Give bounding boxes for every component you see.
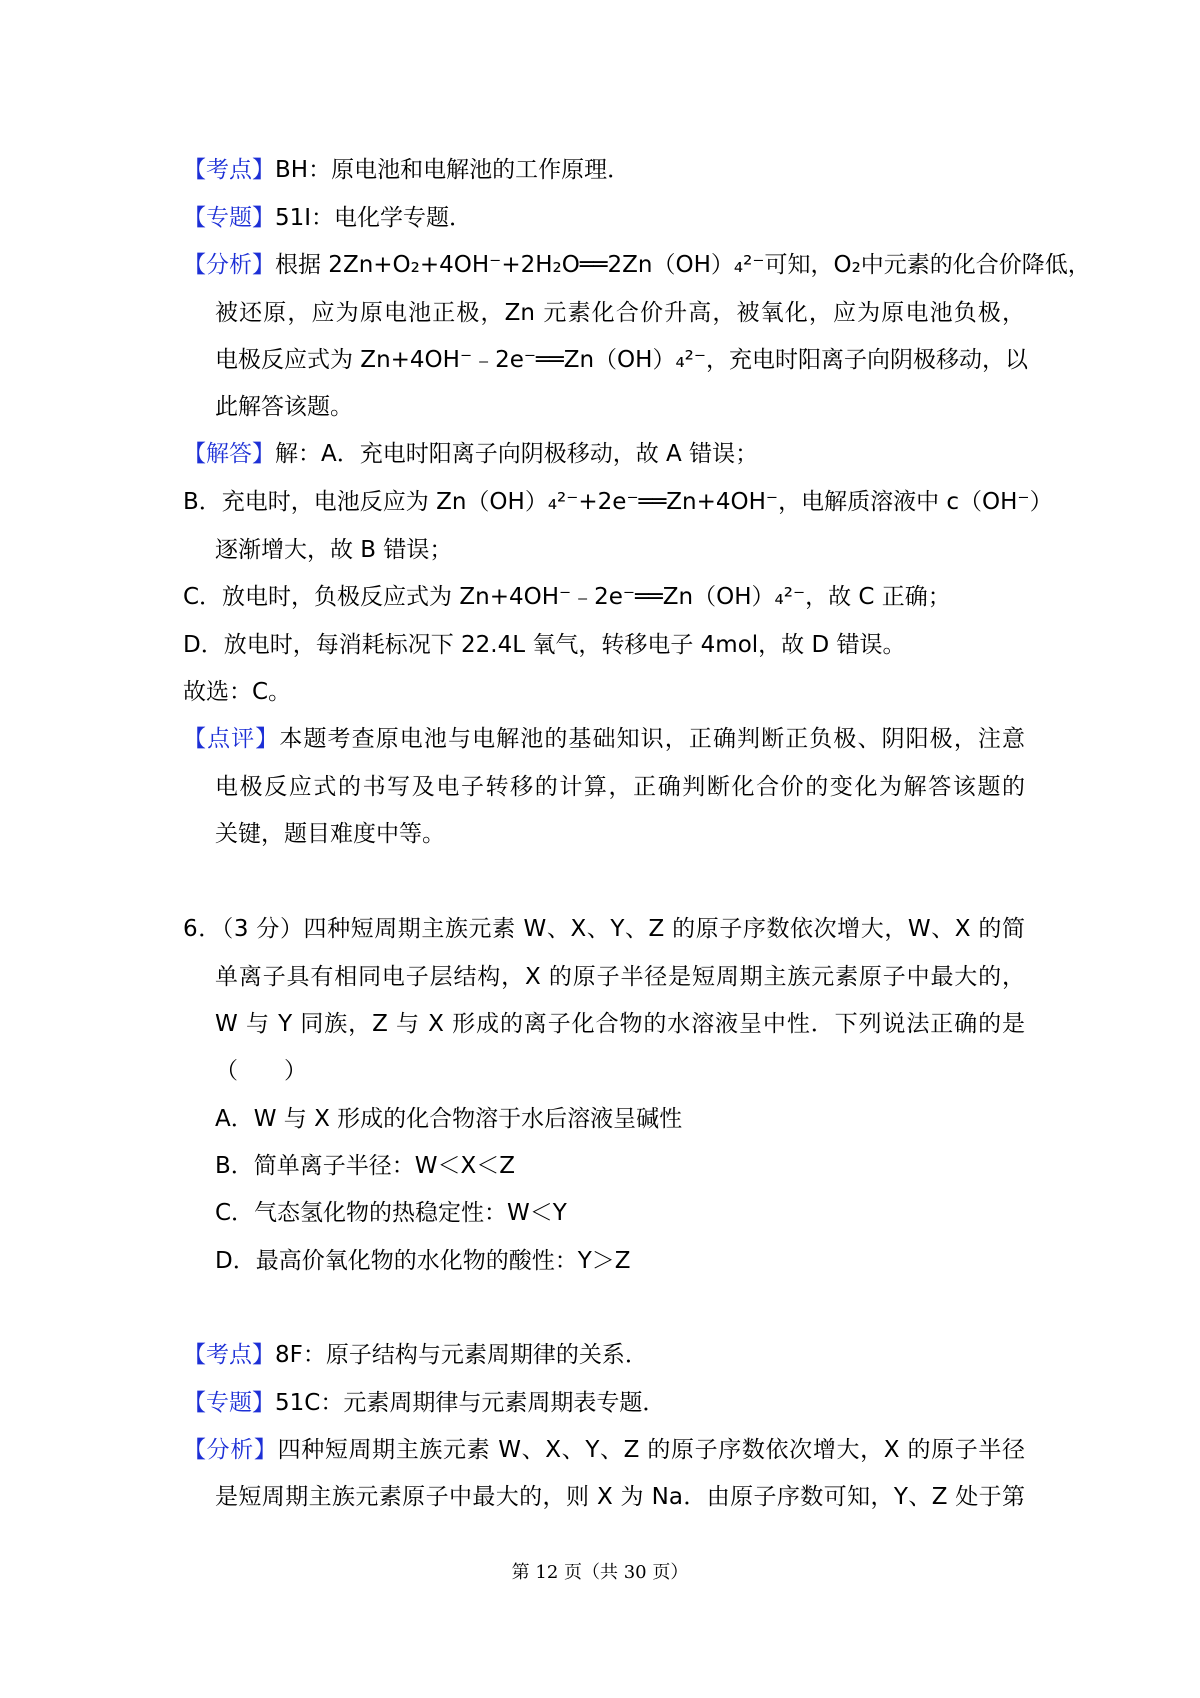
- q5-fenxi-line-2: 被还原，应为原电池正极，Zn 元素化合价升高，被氧化，应为原电池负极，: [215, 300, 1025, 326]
- page-footer: 第 12 页（共 30 页）: [511, 1562, 689, 1583]
- q5-dianping-line-2: 电极反应式的书写及电子转移的计算，正确判断化合价的变化为解答该题的: [215, 774, 1025, 800]
- q5-jieda-line-1: [183, 439, 758, 469]
- kaodian-label: 【考点】: [183, 1342, 275, 1368]
- fenxi-label: 【分析】: [183, 252, 275, 278]
- q5-fenxi-line-1: [183, 250, 1091, 280]
- fenxi-label: 【分析】: [183, 1437, 278, 1463]
- q6-option-d: D．最高价氧化物的水化物的酸性：Y＞Z: [215, 1248, 631, 1274]
- q6-stem-line-3: W 与 Y 同族，Z 与 X 形成的离子化合物的水溶液呈中性．下列说法正确的是: [215, 1011, 1025, 1037]
- zhuanti-label: 【专题】: [183, 1390, 275, 1416]
- q5-zhuanti: [183, 203, 472, 233]
- q6-answer-blank: （ ）: [215, 1058, 307, 1084]
- dianping-label: 【点评】: [183, 726, 280, 752]
- q5-kaodian: [183, 155, 630, 185]
- q5-dianping-line-1: [183, 724, 1025, 754]
- kaodian-text: 8F：原子结构与元素周期律的关系．: [275, 1342, 648, 1368]
- q6-option-c: C．气态氢化物的热稳定性：W＜Y: [215, 1200, 567, 1226]
- q5-fenxi-line-3: 电极反应式为 Zn+4OH⁻﹣2e⁻══Zn（OH）₄²⁻，充电时阳离子向阴极移动，以: [215, 347, 1029, 373]
- q5-jieda-line-2: B．充电时，电池反应为 Zn（OH）₄²⁻+2e⁻══Zn+4OH⁻，电解质溶液中 c（OH⁻）: [183, 489, 1053, 515]
- zhuanti-text: 51I：电化学专题．: [275, 205, 473, 231]
- q6-fenxi-line-1: [183, 1435, 1025, 1465]
- q6-option-b: B．简单离子半径：W＜X＜Z: [215, 1153, 516, 1179]
- q6-stem-line-1: 6．（3 分）四种短周期主族元素 W、X、Y、Z 的原子序数依次增大，W、X 的简: [183, 916, 1025, 942]
- q5-jieda-line-5: D．放电时，每消耗标况下 22.4L 氧气，转移电子 4mol，故 D 错误。: [183, 632, 906, 658]
- q5-dianping-line-3: 关键，题目难度中等。: [215, 821, 445, 847]
- jieda-label: 【解答】: [183, 441, 275, 467]
- q6-kaodian: [183, 1340, 648, 1370]
- dianping-text: 本题考查原电池与电解池的基础知识，正确判断正负极、阴阳极，注意: [279, 726, 1026, 752]
- zhuanti-text: 51C：元素周期律与元素周期表专题．: [275, 1390, 666, 1416]
- jieda-text: 解：A．充电时阳离子向阴极移动，故 A 错误；: [275, 441, 759, 467]
- zhuanti-label: 【专题】: [183, 205, 275, 231]
- q6-option-a: A．W 与 X 形成的化合物溶于水后溶液呈碱性: [215, 1106, 683, 1132]
- kaodian-text: BH：原电池和电解池的工作原理．: [275, 157, 631, 183]
- fenxi-text: 四种短周期主族元素 W、X、Y、Z 的原子序数依次增大，X 的原子半径: [277, 1437, 1026, 1463]
- q5-fenxi-line-4: 此解答该题。: [215, 394, 353, 420]
- q5-jieda-line-3: 逐渐增大，故 B 错误；: [215, 537, 453, 563]
- q5-jieda-line-4: C．放电时，负极反应式为 Zn+4OH⁻﹣2e⁻══Zn（OH）₄²⁻，故 C 正确；: [183, 584, 951, 610]
- q6-stem-line-2: 单离子具有相同电子层结构，X 的原子半径是短周期主族元素原子中最大的，: [215, 964, 1025, 990]
- q6-fenxi-line-2: 是短周期主族元素原子中最大的，则 X 为 Na．由原子序数可知，Y、Z 处于第: [215, 1484, 1025, 1510]
- q5-jieda-line-6: 故选：C。: [183, 679, 292, 705]
- q6-zhuanti: [183, 1388, 665, 1418]
- kaodian-label: 【考点】: [183, 157, 275, 183]
- fenxi-text: 根据 2Zn+O₂+4OH⁻+2H₂O══2Zn（OH）₄²⁻可知，O₂中元素的化合价降低，: [275, 252, 1091, 278]
